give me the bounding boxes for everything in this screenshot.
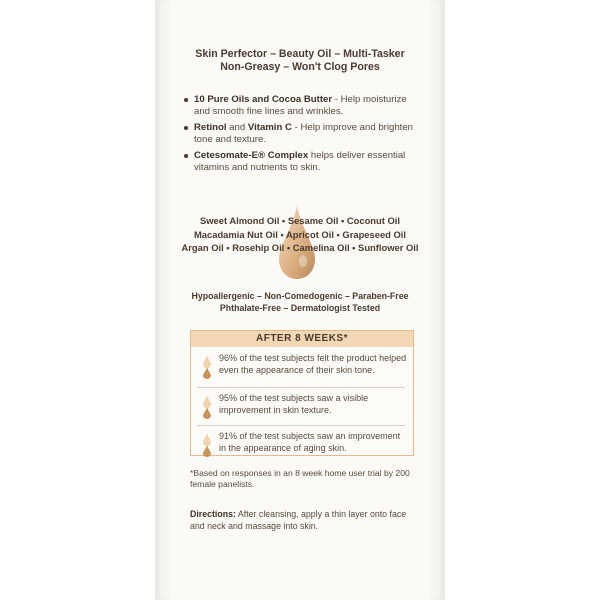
bullet-icon (184, 154, 188, 158)
claims (170, 48, 430, 74)
bullet-icon (184, 98, 188, 102)
claims-line-1: Skin Perfector – Beauty Oil – Multi-Tasker (195, 48, 405, 60)
divider (197, 425, 405, 426)
oils-line-2: Macadamia Nut Oil • Apricot Oil • Grapeseed Oil (194, 228, 406, 240)
benefits-list (184, 94, 424, 178)
divider (197, 387, 405, 388)
result-stat (197, 353, 409, 387)
directions-text: After cleansing, apply a thin layer onto face and neck and massage into skin. (190, 509, 407, 531)
oils-line-3: Argan Oil • Rosehip Oil • Camelina Oil • Sunflower Oil (181, 242, 419, 254)
oils-line-1: Sweet Almond Oil • Sesame Oil • Coconut Oil (199, 215, 400, 226)
box-edge-left (155, 0, 159, 600)
benefit-title: 10 Pure Oils and Cocoa Butter (194, 94, 333, 105)
drops-icon (201, 355, 213, 379)
results-box (190, 330, 414, 456)
results-header: AFTER 8 WEEKS* (191, 331, 413, 347)
formula-claims-line-1: Hypoallergenic – Non-Comedogenic – Paraben-Free (191, 291, 409, 301)
result-stat (197, 431, 409, 465)
box-edge-right (441, 0, 445, 600)
benefit-text: - Help improve and brighten tone and texture. (194, 122, 413, 145)
claims-line-2: Non-Greasy – Won't Clog Pores (220, 61, 380, 73)
benefit-connector: and (226, 122, 248, 133)
result-text: 95% of the test subjects saw a visible improvement in skin texture. (219, 393, 369, 415)
drops-icon (201, 433, 213, 457)
benefit-title: Cetesomate-E® Complex (194, 150, 309, 161)
benefit-item (184, 122, 424, 146)
result-text: 91% of the test subjects saw an improvement in the appearance of aging skin. (219, 431, 401, 453)
benefit-item (184, 150, 424, 174)
benefit-text: - Help moisturize and smooth fine lines and wrinkles. (194, 94, 407, 117)
directions-label: Directions: (190, 509, 236, 519)
result-text: 96% of the test subjects felt the product helped even the appearance of their skin tone. (219, 353, 407, 375)
benefit-item (184, 94, 424, 118)
result-stat (197, 393, 409, 427)
drops-icon (201, 395, 213, 419)
benefit-title-2: Vitamin C (247, 122, 292, 133)
oils-list (170, 214, 430, 255)
formula-claims-line-2: Phthalate-Free – Dermatologist Tested (219, 303, 381, 313)
benefit-text: helps deliver essential vitamins and nutrients to skin. (194, 150, 406, 173)
package-back-panel (170, 0, 430, 600)
footnote: *Based on responses in an 8 week home user trial by 200 female panelists. (190, 468, 410, 489)
benefit-title: Retinol (194, 122, 227, 133)
directions (190, 508, 420, 532)
bullet-icon (184, 126, 188, 130)
formula-claims (170, 290, 430, 314)
